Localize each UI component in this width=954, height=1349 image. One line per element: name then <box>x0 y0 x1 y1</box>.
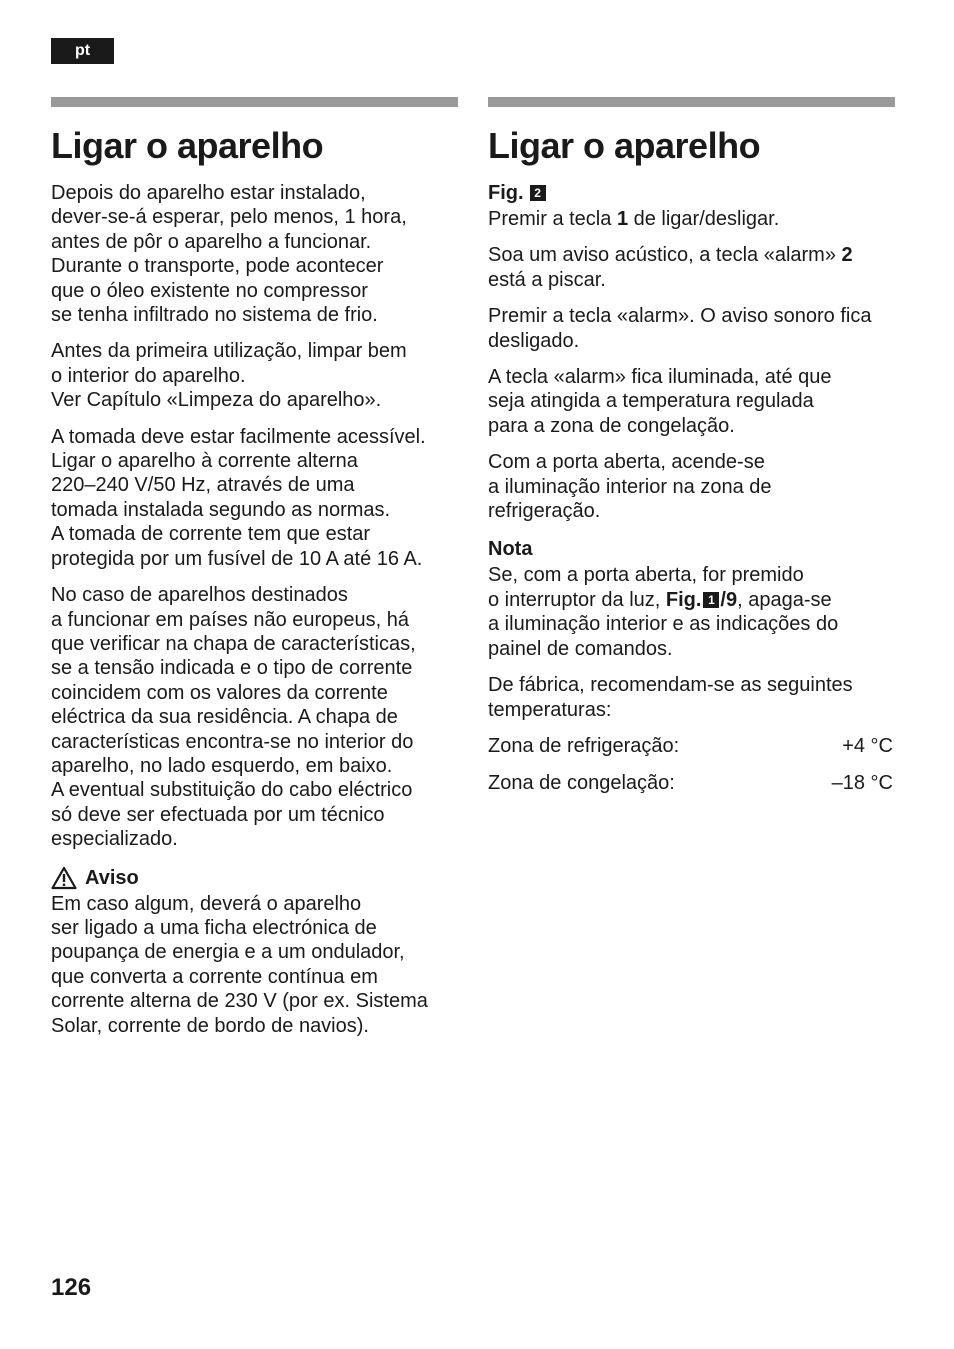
temperature-value: –18 °C <box>831 771 893 794</box>
paragraph-warning: Em caso algum, deverá o aparelho ser ligado a uma ficha electrónica de poupança de energia e a um ondulador, que converta a corrente contínua em corrente alterna de 230 V (por ex. Sistema Solar, corrente de bordo de navios). <box>51 892 428 1037</box>
key-number: 1 <box>616 208 629 230</box>
paragraph-alarm-sound <box>488 243 898 292</box>
figure-item-ref: /9 <box>720 588 738 611</box>
temperature-row-fridge <box>488 734 893 758</box>
figure-label: Fig. <box>665 588 702 611</box>
page-number: 126 <box>51 1274 92 1301</box>
text-run: , apaga-se a iluminação interior e as indicações do painel de comandos. <box>488 588 839 660</box>
temperature-label: Zona de congelação: <box>488 771 675 794</box>
section-title: Ligar o aparelho <box>51 125 324 166</box>
note-title: Nota <box>488 538 533 561</box>
paragraph-non-european: No caso de aparelhos destinados a funcionar em países não europeus, há que verificar na chapa de características, se a tensão indicada e o tipo de corrente coincidem com os valores da corrente eléctrica da sua residência. A chapa de características encontra-se no interior do aparelho, no lado esquerdo, em baixo. A eventual substituição do cabo eléctrico só deve ser efectuada por um técnico especializado. <box>51 584 416 851</box>
warning-triangle-icon <box>51 866 77 890</box>
figure-number-box: 1 <box>703 592 719 608</box>
text-run: de ligar/desligar. <box>628 208 780 230</box>
figure-number-box: 2 <box>530 185 546 201</box>
language-tag: pt <box>51 38 114 64</box>
text-run: está a piscar. <box>488 268 606 291</box>
temperature-value: +4 °C <box>842 734 893 757</box>
paragraph-socket: A tomada deve estar facilmente acessível. Ligar o aparelho à corrente alterna 220–240 V/50 Hz, através de uma tomada instalada segundo as normas. A tomada de corrente tem que estar protegida por um fusível de 10 A até 16 A. <box>51 425 426 570</box>
paragraph-light-switch <box>488 563 898 661</box>
warning-title: Aviso <box>85 866 139 889</box>
key-number: 2 <box>841 244 853 267</box>
paragraph-factory-settings: De fábrica, recomendam-se as seguintes temperaturas: <box>488 674 853 721</box>
paragraph-door-light: Com a porta aberta, acende-se a iluminação interior na zona de refrigeração. <box>488 451 772 523</box>
temperature-label: Zona de refrigeração: <box>488 734 680 757</box>
figure-reference <box>488 181 898 205</box>
figure-label: Fig. <box>488 182 524 204</box>
paragraph-press-key <box>488 207 898 231</box>
text-run: Se, com a porta aberta, for premido o interruptor da luz, <box>488 564 804 611</box>
note-heading <box>488 537 898 561</box>
paragraph-cleaning: Antes da primeira utilização, limpar bem o interior do aparelho. Ver Capítulo «Limpeza do aparelho». <box>51 340 407 412</box>
temperature-row-freezer <box>488 771 893 795</box>
text-run: Premir a tecla <box>488 208 617 230</box>
section-rule <box>51 97 458 107</box>
section-rule <box>488 97 895 107</box>
paragraph-installation: Depois do aparelho estar instalado, dever-se-á esperar, pelo menos, 1 hora, antes de pôr o aparelho a funcionar. Durante o transporte, pode acontecer que o óleo existente no compressor se tenha infiltrado no sistema de frio. <box>51 182 407 327</box>
right-column <box>488 97 898 808</box>
section-title: Ligar o aparelho <box>488 125 761 166</box>
left-column <box>51 97 461 1050</box>
text-run: Soa um aviso acústico, a tecla «alarm» <box>488 244 842 267</box>
paragraph-alarm-lit: A tecla «alarm» fica iluminada, até que seja atingida a temperatura regulada para a zona de congelação. <box>488 366 832 437</box>
warning-heading <box>51 866 461 890</box>
paragraph-alarm-off: Premir a tecla «alarm». O aviso sonoro fica desligado. <box>488 305 872 352</box>
